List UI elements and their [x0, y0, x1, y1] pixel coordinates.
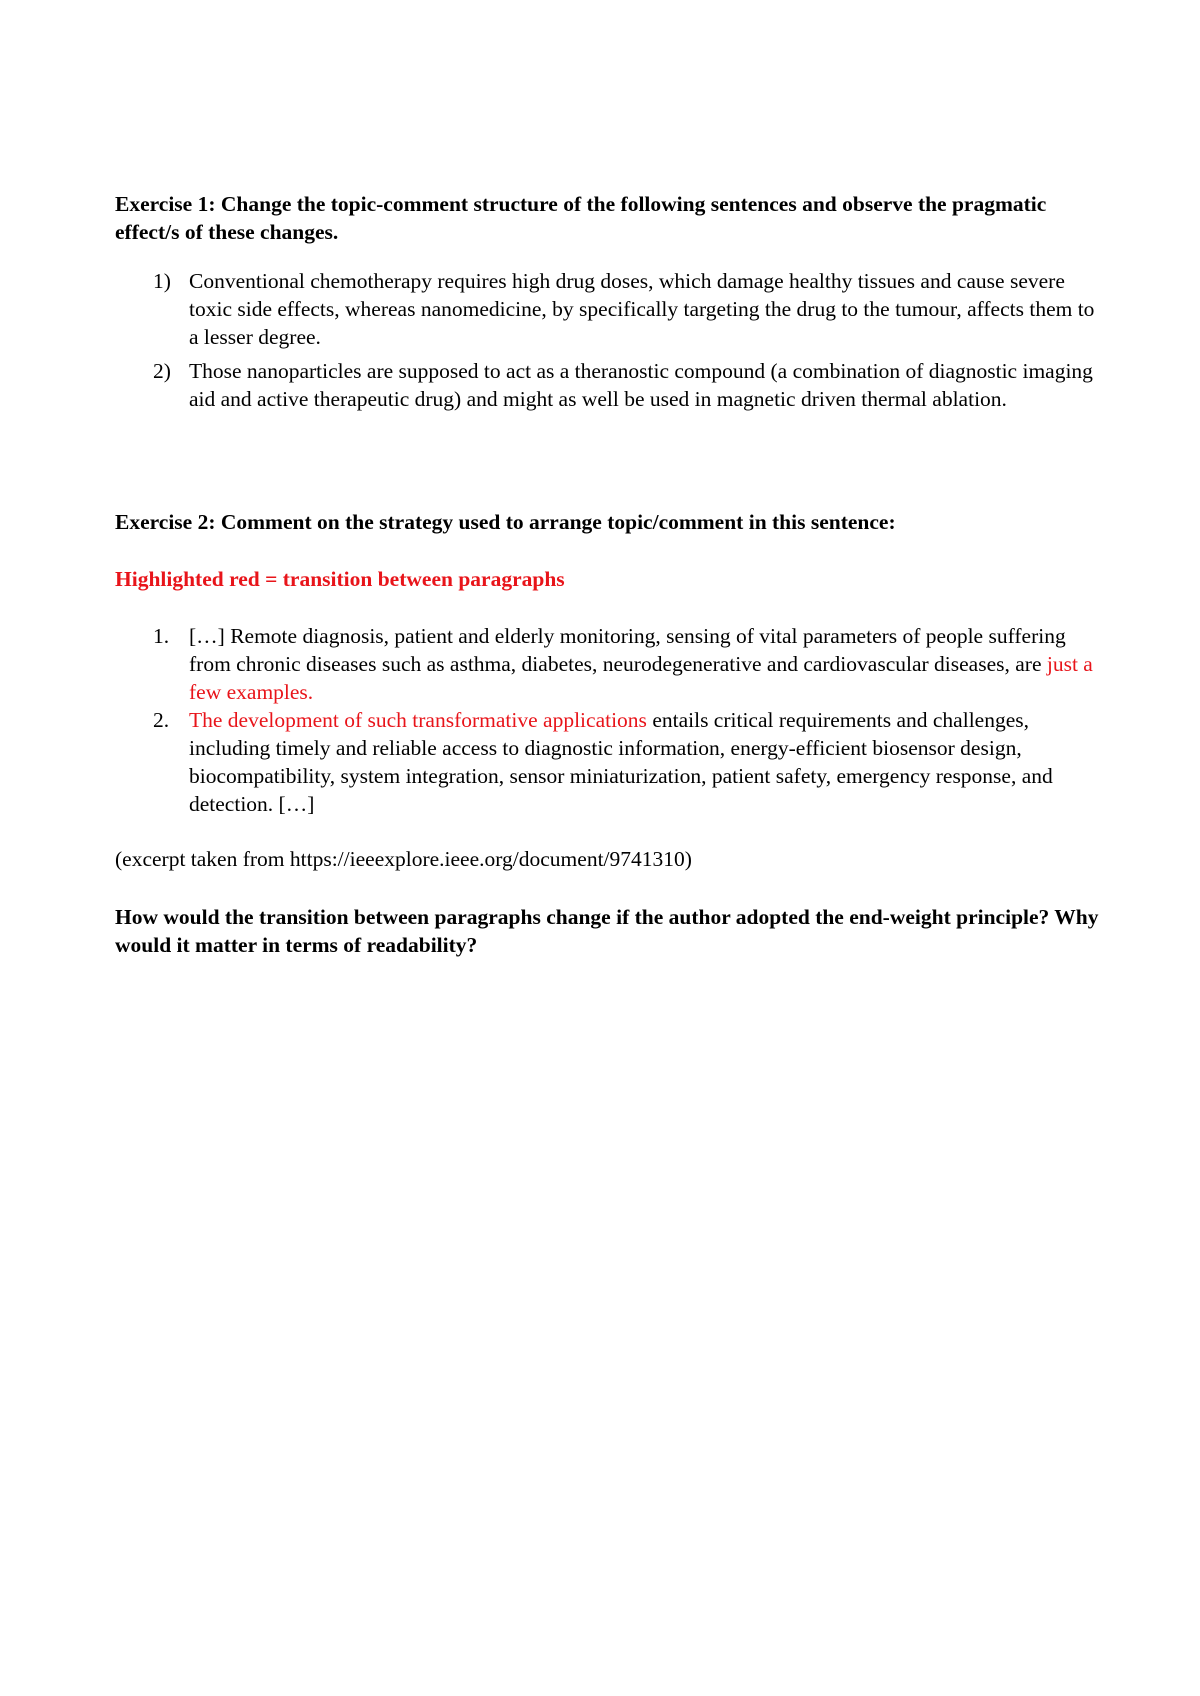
- list-item-text: [189, 706, 1105, 818]
- list-item-text: Those nanoparticles are supposed to act as a theranostic compound (a combination of diagnostic imaging aid and active therapeutic drug) and might as well be used in magnetic driven thermal ablation.: [189, 359, 1093, 411]
- exercise-2-item-1: [115, 622, 1105, 706]
- exercise-1-item-1: [115, 267, 1105, 351]
- list-item-text: Conventional chemotherapy requires high drug doses, which damage healthy tissues and cause severe toxic side effects, whereas nanomedicine, by specifically targeting the drug to the tumour, affects them to a lesser degree.: [189, 269, 1095, 349]
- question-text: How would the transition between paragraphs change if the author adopted the end-weight principle? Why would it matter in terms of readability?: [115, 905, 1099, 957]
- item-text-highlighted: The development of such transformative applications: [189, 708, 647, 732]
- list-marker: 2): [153, 359, 171, 383]
- exercise-1-item-2: [115, 357, 1105, 413]
- item-text-plain: […] Remote diagnosis, patient and elderly monitoring, sensing of vital parameters of people suffering from chronic diseases such as asthma, diabetes, neurodegenerative and cardiovascular diseases, are: [189, 624, 1066, 676]
- exercise-1-heading: Exercise 1: Change the topic-comment structure of the following sentences and observe the pragmatic effect/s of these changes.: [115, 192, 1047, 244]
- list-item-text: [189, 622, 1105, 706]
- list-marker: 2.: [153, 708, 170, 732]
- list-marker: 1): [153, 269, 171, 293]
- highlight-legend: Highlighted red = transition between paragraphs: [115, 567, 565, 591]
- item-text-highlighted: just a few examples.: [189, 652, 1093, 704]
- source-citation: (excerpt taken from https://ieeexplore.ieee.org/document/9741310): [115, 847, 692, 871]
- list-marker: 1.: [153, 624, 170, 648]
- exercise-2-heading: Exercise 2: Comment on the strategy used to arrange topic/comment in this sentence:: [115, 510, 896, 534]
- item-text-plain: entails critical requirements and challenges, including timely and reliable access to diagnostic information, energy-efficient biosensor design, biocompatibility, system integration, sensor miniaturization, patient safety, emergency response, and detection. […]: [189, 708, 1053, 816]
- exercise-2-item-2: [115, 706, 1105, 818]
